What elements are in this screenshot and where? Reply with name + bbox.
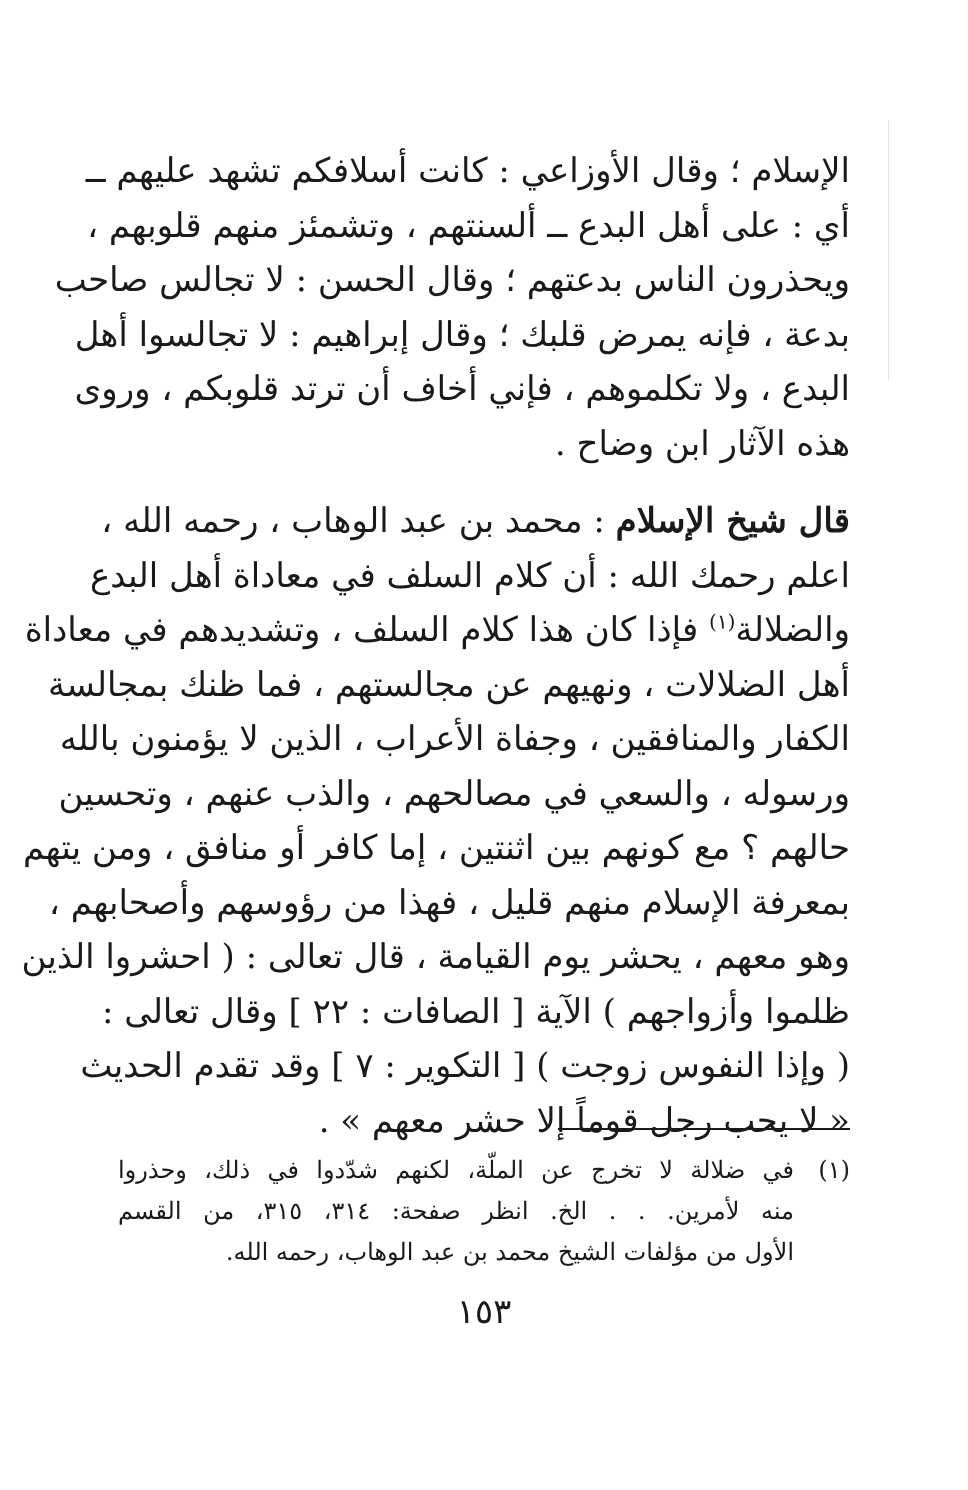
footnote-line-2: منه لأمرين. . . الخ. انظر صفحة: ٣١٤، ٣١٥، من القسم xyxy=(118,1197,794,1225)
paragraph-1 xyxy=(54,144,850,471)
binding-edge-line xyxy=(888,120,889,380)
paragraph-2-line-1-rest: : محمد بن عبد الوهاب ، رحمه الله ، xyxy=(101,501,616,541)
paragraph-2-line-12: « لا يحب رجل قوماً إلا حشر معهم » . xyxy=(318,1100,850,1141)
paragraph-2-line-7: حالهم ؟ مع كونهم بين اثنتين ، إما كافر أو منافق ، ومن يتهم xyxy=(23,828,850,868)
paragraph-1-line-2: أي : على أهل البدع ــ ألسنتهم ، وتشمئز منهم قلوبهم ، xyxy=(87,205,850,246)
paragraph-2-line-10: ظلموا وأزواجهم ) الآية [ الصافات : ٢٢ ] وقال تعالى : xyxy=(101,991,850,1032)
footnote-line-1-text: في ضلالة لا تخرج عن الملّة، لكنهم شدّدوا في ذلك، وحذروا xyxy=(118,1156,794,1184)
paragraph-2-lead-heading: قال شيخ الإسلام xyxy=(615,501,850,541)
paragraph-2-line-5: الكفار والمنافقين ، وجفاة الأعراب ، الذين لا يؤمنون بالله xyxy=(59,719,850,759)
footnote-line-3: الأول من مؤلفات الشيخ محمد بن عبد الوهاب، رحمه الله. xyxy=(225,1238,794,1266)
paragraph-1-line-4: بدعة ، فإنه يمرض قلبك ؛ وقال إبراهيم : لا تجالسوا أهل xyxy=(74,314,850,355)
page-number: ١٥٣ xyxy=(456,1292,512,1332)
paragraph-2-line-3-end: فإذا كان هذا كلام السلف ، وتشديدهم في معاداة xyxy=(24,610,710,650)
paragraph-2 xyxy=(21,494,850,1148)
paragraph-2-line-3 xyxy=(24,603,850,658)
paragraph-2-line-11: ( وإذا النفوس زوجت ) [ التكوير : ٧ ] وقد تقدم الحديث xyxy=(80,1046,850,1086)
paragraph-2-line-1 xyxy=(101,494,850,549)
paragraph-2-line-2: اعلم رحمك الله : أن كلام السلف في معاداة أهل البدع xyxy=(89,555,850,596)
footnote xyxy=(118,1150,850,1273)
paragraph-1-line-5: البدع ، ولا تكلموهم ، فإني أخاف أن ترتد قلوبكم ، وروى xyxy=(74,369,850,409)
footnote-line-1 xyxy=(118,1150,850,1191)
footnote-divider xyxy=(558,1128,850,1130)
paragraph-2-line-8: بمعرفة الإسلام منهم قليل ، فهذا من رؤوسهم وأصحابهم ، xyxy=(48,882,850,923)
paragraph-2-line-6: ورسوله ، والسعي في مصالحهم ، والذب عنهم ، وتحسين xyxy=(58,773,850,814)
paragraph-1-line-3: ويحذرون الناس بدعتهم ؛ وقال الحسن : لا تجالس صاحب xyxy=(54,260,850,300)
paragraph-1-line-1: الإسلام ؛ وقال الأوزاعي : كانت أسلافكم تشهد عليهم ــ xyxy=(85,151,850,191)
paragraph-2-line-9: وهو معهم ، يحشر يوم القيامة ، قال تعالى : ( احشروا الذين xyxy=(21,937,850,977)
paragraph-1-line-6: هذه الآثار ابن وضاح . xyxy=(554,423,850,464)
footnote-marker: (١) xyxy=(818,1156,850,1184)
paragraph-2-line-4: أهل الضلالات ، ونهيهم عن مجالستهم ، فما ظنك بمجالسة xyxy=(48,664,850,705)
footnote-reference[interactable]: (١) xyxy=(709,609,736,634)
paragraph-2-line-3-start: والضلالة xyxy=(735,610,850,650)
